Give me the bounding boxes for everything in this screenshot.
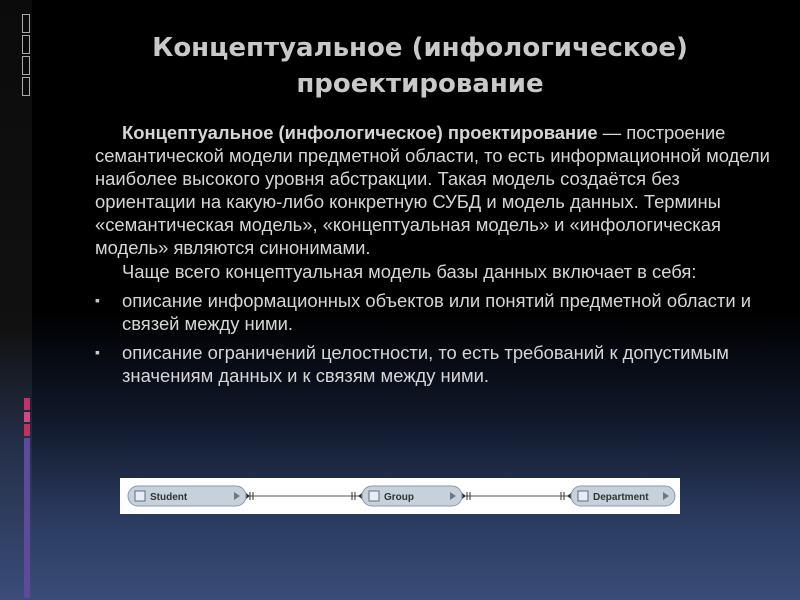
arrowhead-icon bbox=[358, 493, 362, 499]
slide-title bbox=[40, 30, 800, 102]
list-item bbox=[95, 289, 775, 335]
entity-table-icon bbox=[578, 491, 588, 501]
decor-stripe bbox=[22, 77, 30, 96]
slide-title-line1: Концептуальное (инфологическое) bbox=[152, 33, 688, 63]
entity-label: Department bbox=[593, 492, 649, 503]
list-intro: Чаще всего концептуальная модель базы данных включает в себя: bbox=[122, 261, 697, 282]
left-decor-bar bbox=[0, 0, 32, 600]
entity-label: Group bbox=[384, 492, 414, 503]
entity-group[interactable] bbox=[362, 486, 462, 506]
arrowhead-icon bbox=[462, 493, 466, 499]
arrowhead-icon bbox=[246, 493, 250, 499]
bullet-icon: ▪ bbox=[95, 344, 100, 360]
list-item bbox=[95, 341, 775, 387]
entity-department[interactable] bbox=[571, 486, 675, 506]
list-item-text: описание информационных объектов или понятий предметной области и связей между ними. bbox=[122, 290, 751, 334]
definition-text: — построение семантической модели предметной области, то есть информационной модели наиболее высокого уровня абстракции. Такая модель создаётся без ориентации на какую-либо конкретную СУБД и модель данных. Термины «семантическая модель», «концептуальная модель» и «инфологическая модель» являются синонимами. bbox=[95, 122, 770, 258]
definition-paragraph bbox=[95, 121, 775, 259]
decor-stripe bbox=[22, 56, 30, 75]
entity-student[interactable] bbox=[128, 486, 246, 506]
decor-color-bar bbox=[24, 424, 30, 436]
decor-color-bar bbox=[24, 412, 30, 422]
decor-color-bar bbox=[24, 438, 30, 598]
definition-term: Концептуальное (инфологическое) проектирование bbox=[122, 122, 598, 143]
bullet-icon: ▪ bbox=[95, 292, 100, 308]
decor-stripes bbox=[22, 14, 30, 94]
entity-table-icon bbox=[135, 491, 145, 501]
decor-color-bars bbox=[24, 398, 30, 598]
decor-color-bar bbox=[24, 398, 30, 410]
decor-stripe bbox=[22, 14, 30, 33]
er-diagram-svg bbox=[120, 478, 680, 514]
bullet-list bbox=[95, 289, 775, 387]
er-diagram bbox=[120, 478, 680, 514]
arrowhead-icon bbox=[567, 493, 571, 499]
list-item-text: описание ограничений целостности, то есть требований к допустимым значениям данных и к связям между ними. bbox=[122, 342, 729, 386]
entity-label: Student bbox=[150, 492, 188, 503]
entity-table-icon bbox=[369, 491, 379, 501]
slide-body bbox=[95, 121, 775, 393]
decor-stripe bbox=[22, 35, 30, 54]
slide-title-line2: проектирование bbox=[296, 69, 544, 99]
